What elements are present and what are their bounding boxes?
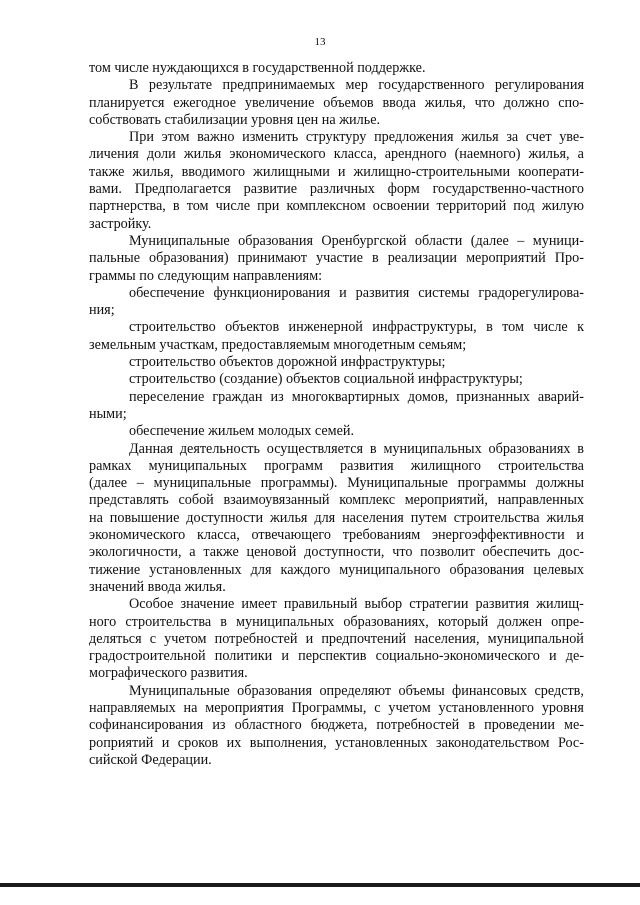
word: Программы, <box>291 699 367 716</box>
word: средств, <box>534 682 584 699</box>
word: дос- <box>558 544 584 561</box>
word: значение <box>180 596 235 613</box>
word: домов, <box>407 388 449 405</box>
text-line: обеспечение жильем молодых семей. <box>129 423 355 440</box>
word: регулирования <box>494 77 584 94</box>
text-line <box>89 631 584 648</box>
word: правильный <box>283 596 358 613</box>
word: экономического <box>89 527 186 544</box>
word: предложения <box>374 129 454 146</box>
word: класса, <box>333 146 377 163</box>
word: том <box>502 319 524 336</box>
word: Муниципальные <box>129 682 230 699</box>
word: в <box>371 250 379 267</box>
word: инфраструктуры, <box>372 319 477 336</box>
word: для <box>314 509 336 526</box>
word: энергоэффективности <box>431 527 565 544</box>
word: что <box>392 544 413 561</box>
word: государственно-частного <box>432 181 584 198</box>
word: комплексном <box>286 198 366 215</box>
word: арендного <box>384 146 447 163</box>
word: муниципальные <box>153 475 252 492</box>
word: имеет <box>241 596 277 613</box>
word: программ <box>263 457 323 474</box>
word: потребностей <box>376 717 460 734</box>
word: проведении <box>484 717 555 734</box>
text-line: значений ввода жилья. <box>89 578 226 595</box>
word: области <box>414 232 463 249</box>
word: различных <box>309 181 375 198</box>
word: числе <box>533 319 568 336</box>
text-line <box>89 233 584 250</box>
text-line <box>89 129 584 146</box>
word: (наемного) <box>454 146 521 163</box>
word: строительства <box>498 457 584 474</box>
text-line: строительство объектов дорожной инфраструктуры; <box>129 354 446 371</box>
text-line <box>89 458 584 475</box>
word: спо- <box>558 94 584 111</box>
word: направленных <box>497 492 584 509</box>
page-number: 13 <box>314 36 326 48</box>
word: тижение <box>89 561 141 578</box>
text-line <box>89 735 584 752</box>
text-line: мографического развития. <box>89 665 248 682</box>
word: ежегодное <box>173 94 237 111</box>
word: экологичности, <box>89 544 182 561</box>
word: жилищного <box>410 457 481 474</box>
word: важно <box>197 129 235 146</box>
text-line: застройку. <box>89 215 152 232</box>
text-line <box>89 510 584 527</box>
word: предпочтений <box>321 630 407 647</box>
word: при <box>257 198 280 215</box>
word: – <box>517 232 525 249</box>
word: установленного <box>438 699 534 716</box>
word: выбор <box>364 596 403 613</box>
word: комплекс <box>339 492 395 509</box>
word: жилищ- <box>536 596 584 613</box>
text-line: ния; <box>89 302 115 319</box>
word: муниципальных <box>148 457 247 474</box>
word: населения, <box>414 630 480 647</box>
word: (далее <box>470 232 509 249</box>
word: также <box>89 163 125 180</box>
word: жилищно-строительными <box>353 163 511 180</box>
word: деятельность <box>179 440 260 457</box>
word: жилья <box>183 146 222 163</box>
word: Рос- <box>557 734 584 751</box>
word: жилья <box>461 129 499 146</box>
word: взаимоувязанный <box>223 492 330 509</box>
text-line <box>89 544 584 561</box>
word: счет <box>525 129 552 146</box>
word: пальные <box>89 250 140 267</box>
word: личения <box>89 146 139 163</box>
text-line: граммы по следующим направлениям: <box>89 267 323 284</box>
word: образования) <box>149 250 229 267</box>
text-line <box>89 475 584 492</box>
text-line <box>89 648 584 665</box>
word: осуществляется <box>266 440 364 457</box>
word: целевых <box>533 561 584 578</box>
word: направляемых <box>89 699 176 716</box>
word: уве- <box>559 129 584 146</box>
word: софинансирования <box>89 717 204 734</box>
word: числе <box>215 198 251 215</box>
word: ценовой <box>246 544 297 561</box>
word: должны <box>535 475 584 492</box>
word: в <box>577 440 584 457</box>
word: системы <box>418 284 470 301</box>
word: выполнения, <box>249 734 327 751</box>
text-line <box>89 700 584 717</box>
word: Муниципальные <box>347 475 448 492</box>
word: который <box>437 613 489 630</box>
word: жилья <box>546 509 584 526</box>
word: развития <box>355 284 410 301</box>
word: признанных <box>456 388 530 405</box>
word: строительство <box>129 319 216 336</box>
word: муници- <box>532 232 584 249</box>
word: изменить <box>242 129 299 146</box>
text-line: строительство (создание) объектов социальной инфраструктуры; <box>129 371 523 388</box>
word: образованиях, <box>343 613 429 630</box>
word: финансовых <box>452 682 528 699</box>
word: должно <box>503 94 550 111</box>
word: развитие <box>243 181 298 198</box>
text-line <box>89 77 584 94</box>
word: участие <box>315 250 363 267</box>
word: предпринимаемых <box>222 77 336 94</box>
text-line: ными; <box>89 405 127 422</box>
text-line <box>89 596 584 613</box>
word: в <box>468 717 476 734</box>
word: жилья <box>269 509 308 526</box>
word: муниципального <box>339 561 441 578</box>
word: жилищными <box>253 163 330 180</box>
word: областного <box>234 717 302 734</box>
word: опре- <box>551 613 584 630</box>
word: – <box>136 475 144 492</box>
word: де- <box>565 648 584 665</box>
word: образования <box>449 561 525 578</box>
word: Оренбургской <box>321 232 407 249</box>
text-line <box>89 181 584 198</box>
word: с <box>374 699 381 716</box>
text-line: собствовать стабилизации уровня цен на жилье. <box>89 111 381 128</box>
word: переселение <box>129 388 205 405</box>
word: учетом <box>388 699 431 716</box>
text-line: том числе нуждающихся в государственной поддержке. <box>89 60 426 76</box>
word: объемов <box>323 94 374 111</box>
word: аварий- <box>537 388 584 405</box>
word: из <box>212 717 226 734</box>
word: вами. <box>89 181 122 198</box>
word: повышение <box>109 509 180 526</box>
document-body <box>89 60 584 769</box>
word: градорегулирова- <box>478 284 584 301</box>
text-line <box>89 95 584 112</box>
text-line <box>89 198 584 215</box>
word: Муниципальные <box>129 232 230 249</box>
word: образованиях <box>488 440 571 457</box>
word: обеспечить <box>482 544 551 561</box>
word: ме- <box>564 717 584 734</box>
text-line <box>89 164 584 181</box>
word: жилья, <box>424 94 466 111</box>
word: муниципальных <box>383 440 482 457</box>
text-line <box>89 250 584 267</box>
word: мер <box>345 77 368 94</box>
word: и <box>339 284 347 301</box>
word: Данная <box>129 440 173 457</box>
word: перспектив <box>298 648 367 665</box>
word: ввода <box>382 94 416 111</box>
word: объемы <box>398 682 445 699</box>
word: что <box>474 94 495 111</box>
word: доли <box>146 146 176 163</box>
word: мероприятий <box>466 250 546 267</box>
text-line <box>89 285 584 302</box>
text-line <box>89 527 584 544</box>
text-line: земельным участкам, предоставляемым многодетным семьям; <box>89 336 467 353</box>
word: за <box>506 129 519 146</box>
word: учетом <box>164 630 207 647</box>
text-line <box>89 319 584 336</box>
word: развития <box>475 596 530 613</box>
word: каждого <box>280 561 331 578</box>
word: в <box>220 613 227 630</box>
word: представлять <box>89 492 169 509</box>
word: муниципальных <box>236 613 335 630</box>
word: образования <box>237 682 312 699</box>
word: муниципальной <box>487 630 584 647</box>
word: государственного <box>378 77 485 94</box>
word: инженерной <box>288 319 363 336</box>
word: объектов <box>225 319 280 336</box>
word: функционирования <box>213 284 331 301</box>
word: и <box>549 648 557 665</box>
word: требованиям <box>342 527 421 544</box>
word: должен <box>497 613 543 630</box>
word: кооперати- <box>518 163 584 180</box>
word: доступности <box>186 509 264 526</box>
text-line <box>89 683 584 700</box>
word: их <box>226 734 242 751</box>
word: для <box>250 561 272 578</box>
word: Про- <box>554 250 584 267</box>
word: уровня <box>541 699 584 716</box>
word: (далее <box>89 475 128 492</box>
word: партнерства, <box>89 198 166 215</box>
word: программы). <box>260 475 338 492</box>
word: политики <box>214 648 273 665</box>
word: рамках <box>89 457 132 474</box>
word: этом <box>161 129 190 146</box>
word: и <box>305 630 314 647</box>
word: жилья, <box>528 146 570 163</box>
word: граждан <box>212 388 263 405</box>
word: стратегии <box>409 596 469 613</box>
word: а <box>189 544 196 561</box>
word: принимают <box>237 250 307 267</box>
word: планируется <box>89 94 165 111</box>
word: освоении <box>372 198 430 215</box>
word: определяют <box>319 682 392 699</box>
word: на <box>183 699 198 716</box>
word: форм <box>387 181 420 198</box>
word: мероприятия <box>205 699 284 716</box>
word: отвечающего <box>251 527 331 544</box>
text-line: сийской Федерации. <box>89 751 212 768</box>
word: с <box>149 630 157 647</box>
word: деляться <box>89 630 142 647</box>
word: вводимого <box>181 163 246 180</box>
word: установленных <box>149 561 242 578</box>
word: и <box>337 163 346 180</box>
word: Предполагается <box>134 181 231 198</box>
word: увеличение <box>244 94 315 111</box>
word: том <box>186 198 209 215</box>
text-line <box>89 441 584 458</box>
text-line <box>89 146 584 163</box>
word: экономического <box>229 146 326 163</box>
word: и <box>576 527 584 544</box>
word: В <box>129 77 139 94</box>
word: законодательством <box>435 734 550 751</box>
word: реализации <box>387 250 458 267</box>
word: результате <box>148 77 213 94</box>
word: из <box>270 388 284 405</box>
bottom-divider <box>0 883 640 887</box>
word: социально-экономического <box>375 648 540 665</box>
word: жилую <box>541 198 584 215</box>
word: а <box>577 146 584 163</box>
word: доступности, <box>304 544 385 561</box>
word: на <box>89 509 103 526</box>
word: мероприятий, <box>404 492 488 509</box>
text-line <box>89 614 584 631</box>
word: строительства <box>125 613 212 630</box>
word: собой <box>178 492 214 509</box>
word: роприятий <box>89 734 154 751</box>
word: строительства <box>453 509 540 526</box>
word: под <box>513 198 535 215</box>
word: также <box>203 544 239 561</box>
word: ного <box>89 613 117 630</box>
word: программы <box>457 475 527 492</box>
word: территорий <box>436 198 507 215</box>
word: населения <box>342 509 404 526</box>
word: развития <box>340 457 394 474</box>
word: При <box>129 129 154 146</box>
word: сроков <box>177 734 219 751</box>
word: жилья, <box>132 163 174 180</box>
word: потребностей <box>214 630 298 647</box>
word: образования <box>238 232 313 249</box>
word: и <box>281 648 289 665</box>
word: путем <box>410 509 447 526</box>
word: установленных <box>335 734 428 751</box>
word: бюджета, <box>310 717 368 734</box>
word: Особое <box>129 596 174 613</box>
word: позволит <box>420 544 475 561</box>
word: структуру <box>305 129 367 146</box>
word: многоквартирных <box>291 388 400 405</box>
word: и <box>161 734 170 751</box>
word: в <box>486 319 493 336</box>
word: к <box>577 319 584 336</box>
word: обеспечение <box>129 284 205 301</box>
word: градостроительной <box>89 648 206 665</box>
text-line <box>89 389 584 406</box>
word: в <box>172 198 180 215</box>
word: в <box>369 440 377 457</box>
text-line <box>89 562 584 579</box>
text-line <box>89 492 584 509</box>
text-line <box>89 717 584 734</box>
word: класса, <box>196 527 240 544</box>
